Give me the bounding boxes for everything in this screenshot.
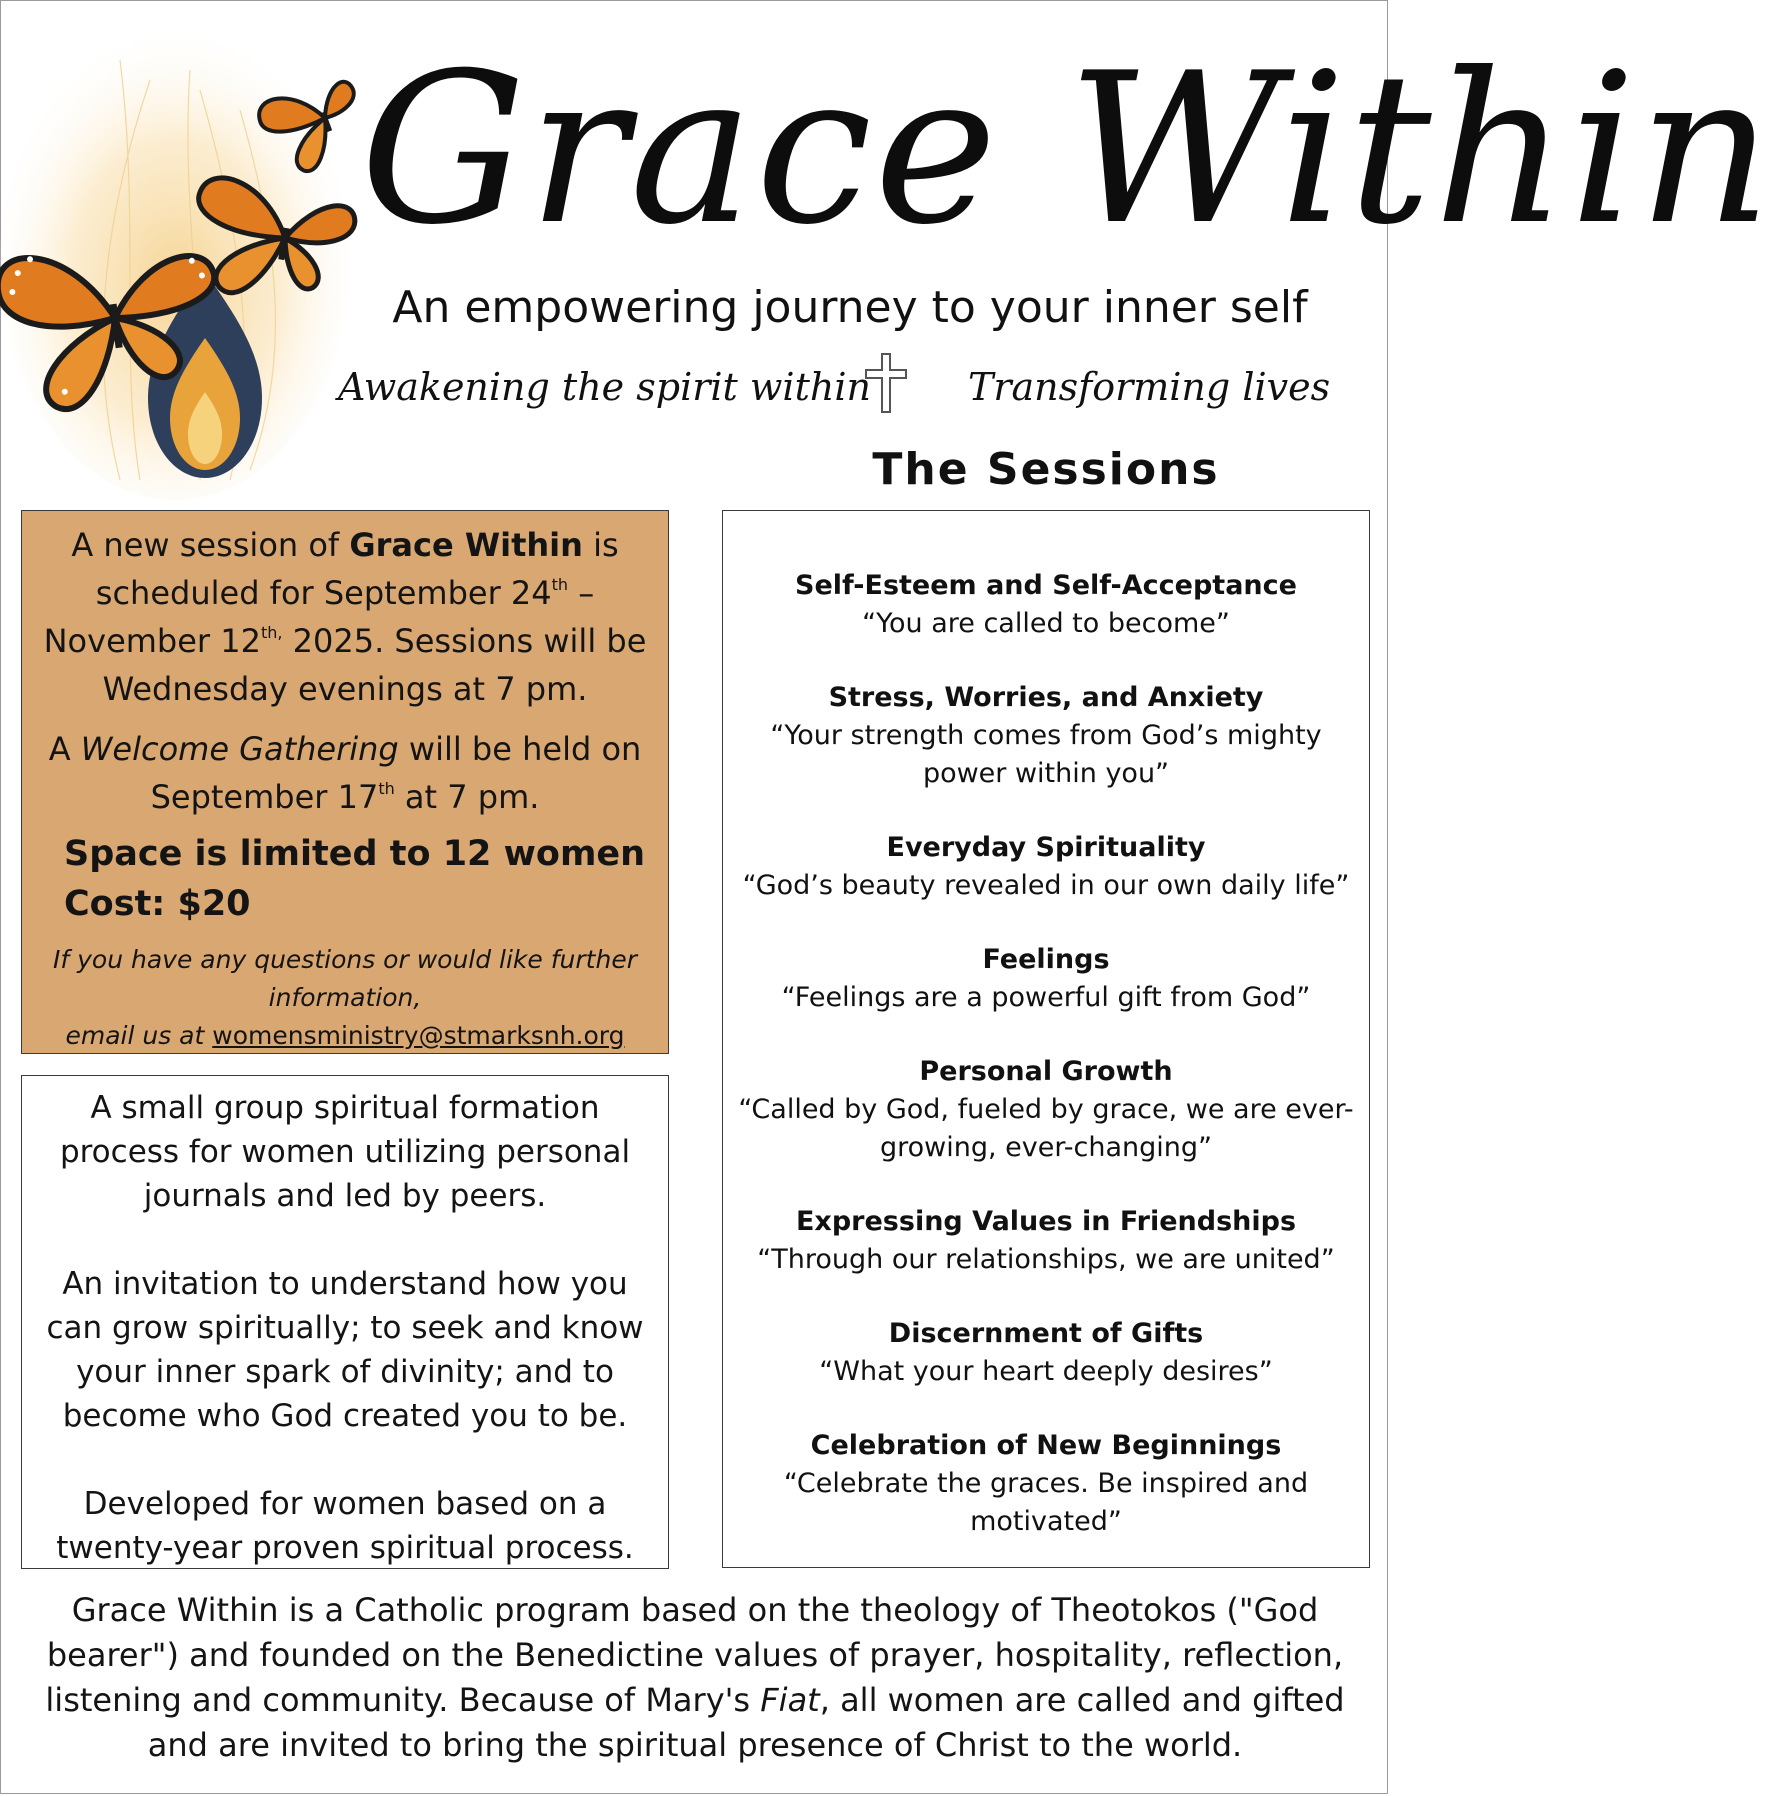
tagline-right: Transforming lives	[968, 365, 1331, 409]
session-quote: “What your heart deeply desires”	[819, 1356, 1273, 1387]
about-paragraph: A small group spiritual formation process for women utilizing personal journals and led by peers.	[59, 1090, 631, 1214]
session-quote: “Feelings are a powerful gift from God”	[781, 982, 1311, 1013]
session-title: Discernment of Gifts	[888, 1318, 1204, 1349]
cost: Cost: $20	[64, 884, 251, 924]
questions-text: If you have any questions or would like further information,	[53, 945, 637, 1012]
space-limit: Space is limited to 12 women	[64, 834, 646, 874]
session-title: Celebration of New Beginnings	[810, 1430, 1282, 1461]
email-prefix: email us at	[65, 1021, 213, 1050]
session-item	[729, 1053, 1363, 1167]
session-item	[729, 679, 1363, 793]
capacity-and-cost	[64, 829, 658, 929]
session-item	[729, 829, 1363, 905]
session-quote: “Through our relationships, we are united”	[757, 1244, 1335, 1275]
footer-description	[30, 1588, 1360, 1768]
session-item	[729, 1203, 1363, 1279]
welcome-text: will be held on September 17	[150, 730, 642, 816]
welcome-text: at 7 pm.	[394, 778, 540, 816]
about-paragraph: Developed for women based on a twenty-year proven spiritual process.	[56, 1486, 634, 1566]
session-title: Personal Growth	[919, 1056, 1173, 1087]
ordinal-suffix: th	[378, 779, 395, 798]
session-title: Feelings	[982, 944, 1110, 975]
schedule-text: 2025. Sessions will be Wednesday evenings at 7 pm.	[102, 622, 647, 708]
schedule-text: – November 12	[43, 574, 595, 660]
session-item	[729, 1315, 1363, 1391]
welcome-gathering-name: Welcome Gathering	[80, 730, 399, 768]
session-quote: “Called by God, fueled by grace, we are ever-growing, ever-changing”	[738, 1094, 1354, 1163]
about-box	[21, 1075, 669, 1569]
session-quote: “Your strength comes from God’s mighty power within you”	[770, 720, 1322, 789]
session-item	[729, 1427, 1363, 1541]
session-item	[729, 941, 1363, 1017]
session-item	[729, 567, 1363, 643]
session-title: Stress, Worries, and Anxiety	[828, 682, 1264, 713]
session-title: Self-Esteem and Self-Acceptance	[795, 570, 1297, 601]
tagline-left: Awakening the spirit within	[338, 365, 871, 409]
program-name: Grace Within	[349, 526, 583, 564]
page-subtitle: An empowering journey to your inner self	[392, 282, 1308, 333]
welcome-gathering	[32, 725, 658, 821]
ordinal-suffix: th,	[260, 623, 283, 642]
announcement-box	[21, 510, 669, 1054]
schedule-text: A new session of	[71, 526, 350, 564]
footer-text: , all women are called and gifted and are invited to bring the spiritual presence of Christ to the world.	[147, 1681, 1345, 1764]
page-title: Grace Within	[360, 29, 1774, 271]
email-link[interactable]: womensministry@stmarksnh.org	[212, 1021, 625, 1050]
session-title: Expressing Values in Friendships	[795, 1206, 1297, 1237]
schedule-text: is scheduled for September 24	[95, 526, 619, 612]
session-title: Everyday Spirituality	[886, 832, 1206, 863]
sessions-list	[722, 510, 1370, 1568]
butterfly-flame-artwork	[0, 0, 360, 500]
footer-fiat: Fiat	[760, 1681, 820, 1719]
welcome-text: A	[48, 730, 81, 768]
email-line	[26, 1017, 664, 1055]
about-paragraph: An invitation to understand how you can grow spiritually; to seek and know your inner spark of divinity; and to become who God created you to be.	[46, 1266, 644, 1434]
session-quote: “You are called to become”	[862, 608, 1230, 639]
session-quote: “Celebrate the graces. Be inspired and motivated”	[783, 1468, 1309, 1537]
contact-info	[26, 941, 664, 1055]
cross-icon	[864, 352, 908, 414]
sessions-heading: The Sessions	[872, 444, 1220, 495]
session-schedule	[32, 521, 658, 713]
session-quote: “God’s beauty revealed in our own daily life”	[742, 870, 1350, 901]
ordinal-suffix: th	[551, 575, 569, 594]
footer-text: Grace Within is a Catholic program based on the theology of Theotokos ("God bearer") and founded on the Benedictine values of prayer, hospitality, reflection, listening and community. Because of Mary's	[45, 1591, 1344, 1719]
